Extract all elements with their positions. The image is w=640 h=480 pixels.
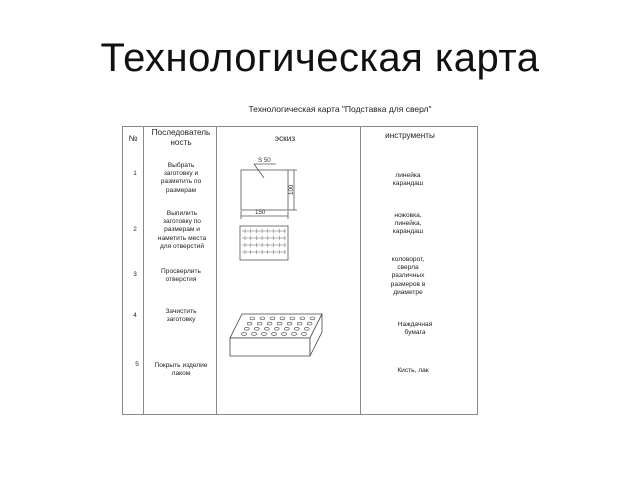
- thickness-label: S 50: [258, 157, 271, 164]
- slide-title: Технологическая карта: [100, 36, 540, 80]
- header-sequence: Последователь ность: [151, 128, 211, 147]
- stand-front: [230, 338, 310, 356]
- table-left-border: [122, 126, 123, 414]
- height-label: 100: [288, 184, 295, 195]
- row-5-step: Покрыть изделие лаком: [154, 362, 208, 378]
- table-right-border: [477, 126, 478, 414]
- sketch-drawings: [216, 150, 360, 370]
- row-2-tools: ножовка, линейка, карандаш: [392, 212, 424, 236]
- row-4-step: Зачистить заготовку: [165, 308, 197, 324]
- width-label: 150: [255, 209, 266, 216]
- header-num: №: [128, 134, 138, 143]
- header-tools: инструменты: [385, 131, 435, 140]
- blank-rect: [241, 170, 288, 210]
- row-1-num: 1: [133, 170, 137, 177]
- card-title: Технологическая карта "Подставка для сверл": [248, 104, 432, 114]
- row-4-num: 4: [133, 312, 137, 319]
- row-2-num: 2: [133, 226, 137, 233]
- row-1-step: Выбрать заготовку и разметить по размерам: [160, 162, 202, 194]
- table-bottom-border: [122, 414, 478, 415]
- row-3-num: 3: [133, 271, 137, 278]
- row-5-tools: Кисть, лак: [397, 367, 429, 374]
- column-divider-sketch: [360, 126, 361, 414]
- row-1-tools: линейка карандаш: [392, 172, 424, 188]
- row-3-step: Просверлить отверстия: [161, 268, 201, 284]
- row-2-step: Выпилить заготовку по размерам и наметить места для отверстий: [157, 210, 207, 250]
- row-5-num: 5: [135, 361, 139, 368]
- table-top-border: [122, 126, 478, 127]
- header-sketch: эскиз: [274, 134, 296, 143]
- row-4-tools: Наждачная бумага: [397, 321, 433, 337]
- row-3-tools: коловорот, сверла различных размеров в диаметре: [390, 256, 426, 296]
